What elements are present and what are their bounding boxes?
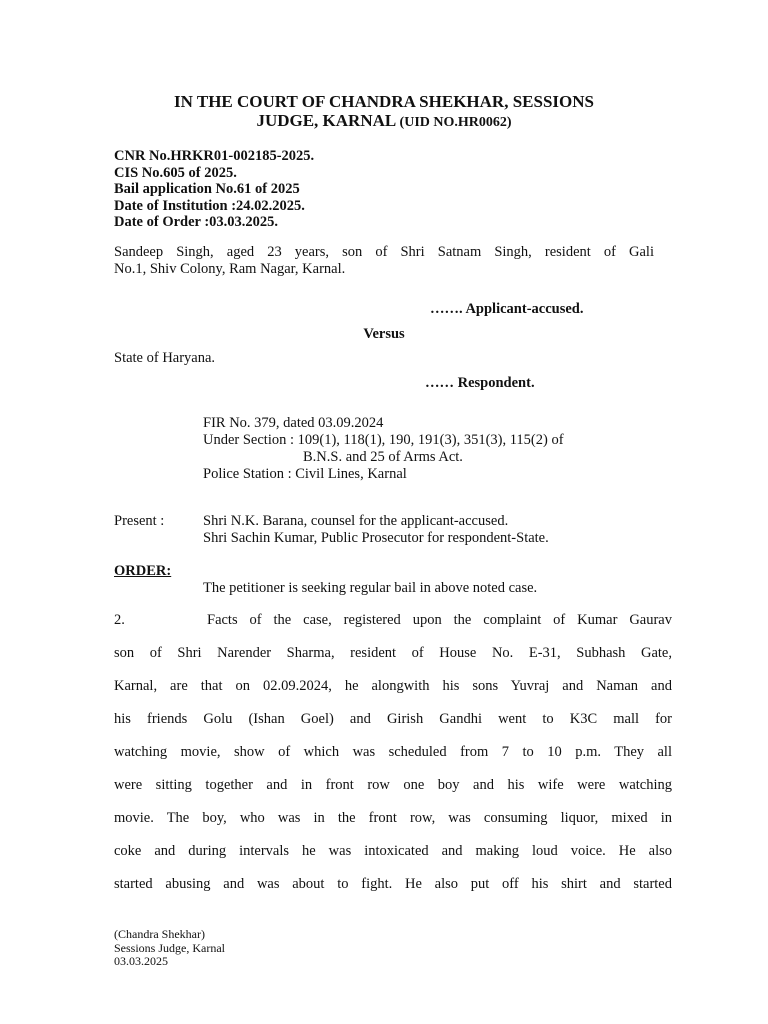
bail-application-number: Bail application No.61 of 2025 xyxy=(114,181,300,197)
court-title-judge: JUDGE, KARNAL xyxy=(256,111,396,130)
order-para2-number: 2. xyxy=(114,612,125,628)
order-para2-line2: son of Shri Narender Sharma, resident of House No. E-31, Subhash Gate, xyxy=(114,645,672,661)
fir-number: FIR No. 379, dated 03.09.2024 xyxy=(203,415,384,431)
date-of-order: Date of Order :03.03.2025. xyxy=(114,214,279,230)
signature-name: (Chandra Shekhar) xyxy=(114,927,205,941)
respondent-role-label: Respondent. xyxy=(457,375,535,391)
applicant-role xyxy=(430,301,583,318)
case-meta xyxy=(114,148,314,231)
present-counsel: Shri N.K. Barana, counsel for the applicant-accused. xyxy=(203,513,509,529)
respondent-role xyxy=(425,375,535,392)
signature-designation: Sessions Judge, Karnal xyxy=(114,940,225,955)
cnr-number: CNR No.HRKR01-002185-2025. xyxy=(114,148,315,164)
order-para2-line3: Karnal, are that on 02.09.2024, he alongwith his sons Yuvraj and Naman and xyxy=(114,678,672,694)
order-para2-line6: were sitting together and in front row one boy and his wife were watching xyxy=(114,777,672,793)
fir-acts: B.N.S. and 25 of Arms Act. xyxy=(303,449,463,465)
applicant-line1: Sandeep Singh, aged 23 years, son of Shri Satnam Singh, resident of Gali xyxy=(114,244,654,260)
applicant-role-dots: ……. xyxy=(430,301,463,317)
respondent-role-dots: …… xyxy=(425,375,454,391)
order-para2-line7: movie. The boy, who was in the front row, was consuming liquor, mixed in xyxy=(114,810,672,826)
court-uid: (UID NO.HR0062) xyxy=(399,115,512,130)
signature-date: 03.03.2025 xyxy=(114,954,168,968)
order-para2-line8: coke and during intervals he was intoxicated and making loud voice. He also xyxy=(114,843,672,859)
cis-number: CIS No.605 of 2025. xyxy=(114,164,237,181)
applicant-line2: No.1, Shiv Colony, Ram Nagar, Karnal. xyxy=(114,261,346,277)
order-para2-line9: started abusing and was about to fight. He also put off his shirt and started xyxy=(114,876,672,892)
order-heading-text: ORDER: xyxy=(114,563,172,579)
order-para2-line1: Facts of the case, registered upon the complaint of Kumar Gaurav xyxy=(207,612,672,628)
court-title-line1: IN THE COURT OF CHANDRA SHEKHAR, SESSIONS xyxy=(174,92,594,111)
present-label: Present : xyxy=(114,513,165,529)
order-heading xyxy=(114,563,171,580)
versus-label: Versus xyxy=(363,326,405,342)
date-of-institution: Date of Institution :24.02.2025. xyxy=(114,197,305,214)
respondent-name: State of Haryana. xyxy=(114,350,216,366)
police-station: Police Station : Civil Lines, Karnal xyxy=(203,466,407,482)
order-para2-line5: watching movie, show of which was scheduled from 7 to 10 p.m. They all xyxy=(114,744,672,760)
fir-sections: Under Section : 109(1), 118(1), 190, 191(3), 351(3), 115(2) of xyxy=(203,432,564,448)
signature-block xyxy=(114,928,225,969)
order-para2-line4: his friends Golu (Ishan Goel) and Girish Gandhi went to K3C mall for xyxy=(114,711,672,727)
court-title-line2 xyxy=(0,111,768,131)
order-para1: The petitioner is seeking regular bail in above noted case. xyxy=(203,580,538,596)
applicant-role-label: Applicant-accused. xyxy=(465,301,584,317)
present-prosecutor: Shri Sachin Kumar, Public Prosecutor for respondent-State. xyxy=(203,530,549,546)
